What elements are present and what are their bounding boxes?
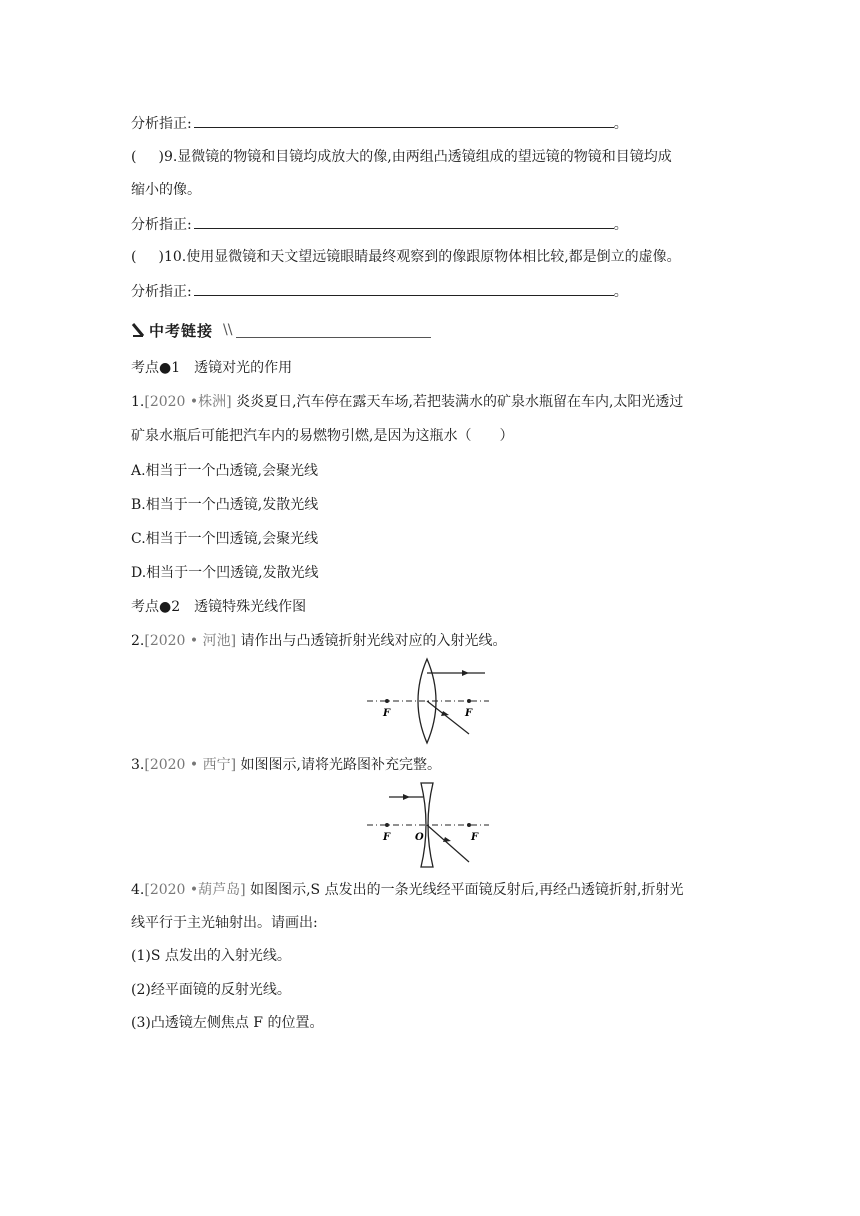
question-9-text: 9.显微镜的物镜和目镜均成放大的像,由两组凸透镜组成的望远镜的物镜和目镜均成 [163,149,672,165]
question-3: 3.[2020 • 西宁] 如图图示,请将光路图补充完整。 [131,757,441,773]
question-4-part-3: (3)凸透镜左侧焦点 F 的位置。 [131,1015,324,1031]
focus-point [385,699,389,703]
question-1: 1.[2020 •株洲] 炎炎夏日,汽车停在露天车场,若把装满水的矿泉水瓶留在车内,太阳光透过 [131,394,684,410]
question-9-continued: 缩小的像。 [131,182,201,198]
question-source: [2020 • 河池] [144,633,237,649]
option-a[interactable]: A.相当于一个凸透镜,会聚光线 [131,463,319,479]
question-4-part-1: (1)S 点发出的入射光线。 [131,948,291,964]
analysis-label: 分析指正: [131,284,192,300]
focus-point [467,823,471,827]
question-4-part-2: (2)经平面镜的反射光线。 [131,982,291,998]
section-rule [236,323,431,338]
analysis-line-10: 分析指正: 。 [131,281,628,302]
analysis-label: 分析指正: [131,116,192,132]
question-1-continued: 矿泉水瓶后可能把汽车内的易燃物引燃,是因为这瓶水（ ） [131,428,514,444]
section-slash-mark: \\ [223,322,233,338]
question-source: [2020 •葫芦岛] [144,882,246,898]
focus-label: F [383,708,391,719]
focus-point [385,823,389,827]
focus-point [467,699,471,703]
section-header [131,318,431,342]
focus-label: F [465,708,473,719]
slash-icon [131,323,145,337]
question-source: [2020 •株洲] [144,394,232,410]
question-10: ( )10.使用显微镜和天文望远镜眼睛最终观察到的像跟原物体相比较,都是倒立的虚像。 [131,249,681,265]
question-2: 2.[2020 • 河池] 请作出与凸透镜折射光线对应的入射光线。 [131,633,507,649]
answer-blank[interactable] [194,113,614,128]
kaodian-1: 考点●1 透镜对光的作用 [131,360,293,376]
convex-lens-figure [365,656,495,748]
center-label: O [415,832,424,843]
analysis-line-9: 分析指正: 。 [131,214,628,235]
option-c[interactable]: C.相当于一个凹透镜,会聚光线 [131,531,319,547]
question-4-continued: 线平行于主光轴射出。请画出: [131,915,318,931]
question-4: 4.[2020 •葫芦岛] 如图图示,S 点发出的一条光线经平面镜反射后,再经凸透镜折射,折射光 [131,882,684,898]
arrow-icon [443,837,451,842]
focus-label: F [471,832,479,843]
focus-label: F [383,832,391,843]
arrow-icon [441,711,449,716]
question-9: ( )9.显微镜的物镜和目镜均成放大的像,由两组凸透镜组成的望远镜的物镜和目镜均成 [131,149,672,165]
ray-through-focus [427,701,469,734]
analysis-line-8: 分析指正: 。 [131,113,628,134]
arrow-icon [403,794,410,800]
answer-blank[interactable] [194,281,614,296]
kaodian-2: 考点●2 透镜特殊光线作图 [131,599,307,615]
answer-blank[interactable] [194,214,614,229]
ray-through-center [427,825,469,862]
question-10-text: 10.使用显微镜和天文望远镜眼睛最终观察到的像跟原物体相比较,都是倒立的虚像。 [163,249,681,265]
concave-lens-figure [365,780,495,874]
option-b[interactable]: B.相当于一个凸透镜,发散光线 [131,497,319,513]
section-title: 中考链接 [149,321,214,340]
option-d[interactable]: D.相当于一个凹透镜,发散光线 [131,565,319,581]
arrow-icon [462,670,469,676]
question-source: [2020 • 西宁] [144,757,237,773]
analysis-label: 分析指正: [131,217,192,233]
